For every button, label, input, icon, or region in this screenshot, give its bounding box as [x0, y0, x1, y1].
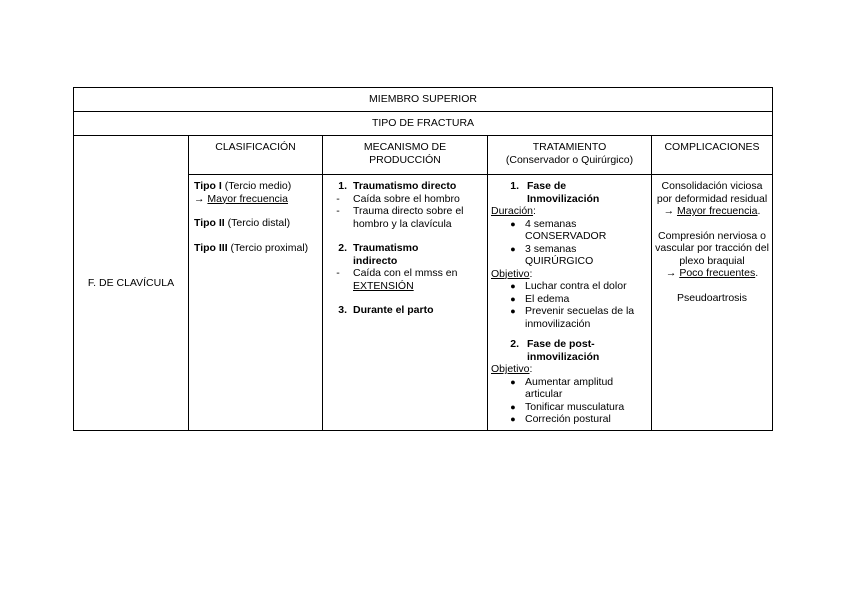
bullet-item	[491, 280, 647, 293]
dash-icon: -	[336, 267, 340, 279]
arrow-icon: →	[194, 192, 208, 205]
header-clasificacion: CLASIFICACIÓN	[189, 136, 323, 175]
bullet-item	[491, 376, 647, 401]
bullet-icon: ●	[510, 293, 516, 304]
header-complicaciones: COMPLICACIONES	[652, 136, 773, 175]
objetivo-label-text: Objetivo	[491, 267, 530, 280]
bullet-text: Prevenir secuelas de la inmovilización	[525, 305, 635, 330]
bullet-item	[491, 401, 647, 414]
fase-number: 2.	[510, 338, 519, 350]
bullet-text: El edema	[525, 292, 570, 305]
tipo2-desc: (Tercio distal)	[224, 217, 291, 229]
cell-tratamiento	[488, 175, 652, 431]
tipo3-desc: (Tercio proximal)	[227, 241, 309, 254]
fracture-table	[73, 87, 773, 431]
item-title: Durante el parto	[353, 304, 434, 316]
header-mecanismo	[323, 136, 488, 175]
header-mecanismo-line2: PRODUCCIÓN	[369, 153, 441, 166]
bullet-item	[491, 413, 647, 426]
complicacion-1: Consolidación viciosa por deformidad residual	[656, 180, 768, 205]
bullet-text: Tonificar musculatura	[525, 400, 625, 413]
mecanismo-item-2	[329, 242, 481, 267]
tipo3-line	[194, 242, 317, 255]
fase-1	[491, 180, 647, 205]
title-row	[74, 88, 773, 112]
item-number: 2.	[338, 242, 347, 254]
tipo1-name: Tipo I	[194, 180, 222, 192]
colon: :	[529, 267, 533, 280]
mecanismo-subitem	[329, 193, 481, 206]
cell-complicaciones	[652, 175, 773, 431]
bullet-icon: ●	[510, 218, 516, 229]
bullet-item	[491, 305, 647, 330]
item-title: Traumatismo directo	[353, 180, 457, 192]
header-mecanismo-line1: MECANISMO DE	[363, 141, 447, 153]
cell-clasificacion	[189, 175, 323, 431]
colon: :	[529, 363, 533, 375]
bullet-text: 4 semanas CONSERVADOR	[525, 217, 607, 242]
fase-title: Fase de Inmovilización	[527, 180, 600, 205]
tipo3-name: Tipo III	[194, 241, 228, 254]
objetivo-label	[491, 268, 647, 281]
fase-number: 1.	[510, 180, 519, 192]
complicacion-3: Pseudoartrosis	[676, 291, 748, 304]
bullet-icon: ●	[510, 306, 516, 316]
complicacion-2: Compresión nerviosa o vascular por tracción del plexo braquial	[655, 229, 769, 267]
dash-icon: -	[336, 205, 340, 217]
objetivo-label-text: Objetivo	[491, 363, 530, 375]
bullet-text: 3 semanas QUIRÚRGICO	[525, 242, 594, 267]
subitem-text: Trauma directo sobre el hombro y la clavícula	[353, 205, 464, 230]
subitem-text: Caída sobre el hombro	[353, 192, 460, 205]
tipo2-line	[194, 217, 317, 230]
table-title: MIEMBRO SUPERIOR	[74, 88, 773, 112]
complicacion-1-note	[655, 205, 769, 218]
mecanismo-item-1	[329, 180, 481, 193]
tipo1-desc: (Tercio medio)	[221, 180, 292, 192]
header-tratamiento-line1: TRATAMIENTO	[532, 141, 607, 153]
complicacion-2-note	[655, 267, 769, 280]
subitem-emphasis: EXTENSIÓN	[353, 279, 414, 292]
header-row	[74, 136, 773, 175]
objetivo-label	[491, 363, 647, 376]
header-tratamiento-line2: (Conservador o Quirúrgico)	[505, 153, 634, 166]
bullet-icon: ●	[510, 376, 516, 387]
duracion-label-text: Duración	[491, 205, 534, 217]
fase-2	[491, 338, 647, 363]
period: .	[755, 267, 759, 279]
subtitle-row	[74, 112, 773, 136]
mecanismo-item-3	[329, 304, 481, 317]
bullet-icon: ●	[510, 281, 516, 291]
note-text: Mayor frecuencia	[676, 205, 758, 217]
mecanismo-subitem	[329, 205, 481, 230]
bullet-item	[491, 218, 647, 243]
fase-title: Fase de post-inmovilización	[527, 338, 600, 363]
table-subtitle: TIPO DE FRACTURA	[74, 112, 773, 136]
bullet-text: Correción postural	[525, 413, 611, 425]
bullet-text: Aumentar amplitud articular	[525, 375, 614, 400]
period: .	[757, 205, 761, 217]
cell-mecanismo	[323, 175, 488, 431]
dash-icon: -	[336, 192, 340, 205]
bullet-icon: ●	[510, 243, 516, 254]
bullet-icon: ●	[510, 414, 516, 424]
arrow-icon: →	[665, 267, 677, 279]
mecanismo-subitem	[329, 267, 481, 292]
bullet-item	[491, 243, 647, 268]
header-tratamiento	[488, 136, 652, 175]
note-text: Poco frecuentes	[679, 267, 756, 279]
row-label: F. DE CLAVÍCULA	[74, 136, 189, 431]
tipo1-note: Mayor frecuencia	[207, 192, 288, 205]
tipo1-note-line	[194, 193, 317, 206]
bullet-text: Luchar contra el dolor	[525, 280, 627, 292]
subitem-text	[353, 267, 481, 292]
bullet-item	[491, 293, 647, 306]
tipo2-name: Tipo II	[194, 217, 225, 229]
subitem-text-prefix: Caída con el mmss en	[353, 267, 458, 279]
duracion-label	[491, 205, 647, 218]
item-number: 1.	[338, 180, 347, 192]
item-number: 3.	[338, 304, 347, 316]
tipo1-line	[194, 180, 317, 193]
arrow-icon: →	[663, 205, 675, 217]
bullet-icon: ●	[510, 401, 516, 412]
colon: :	[533, 205, 536, 217]
item-title: Traumatismo indirecto	[353, 242, 419, 267]
